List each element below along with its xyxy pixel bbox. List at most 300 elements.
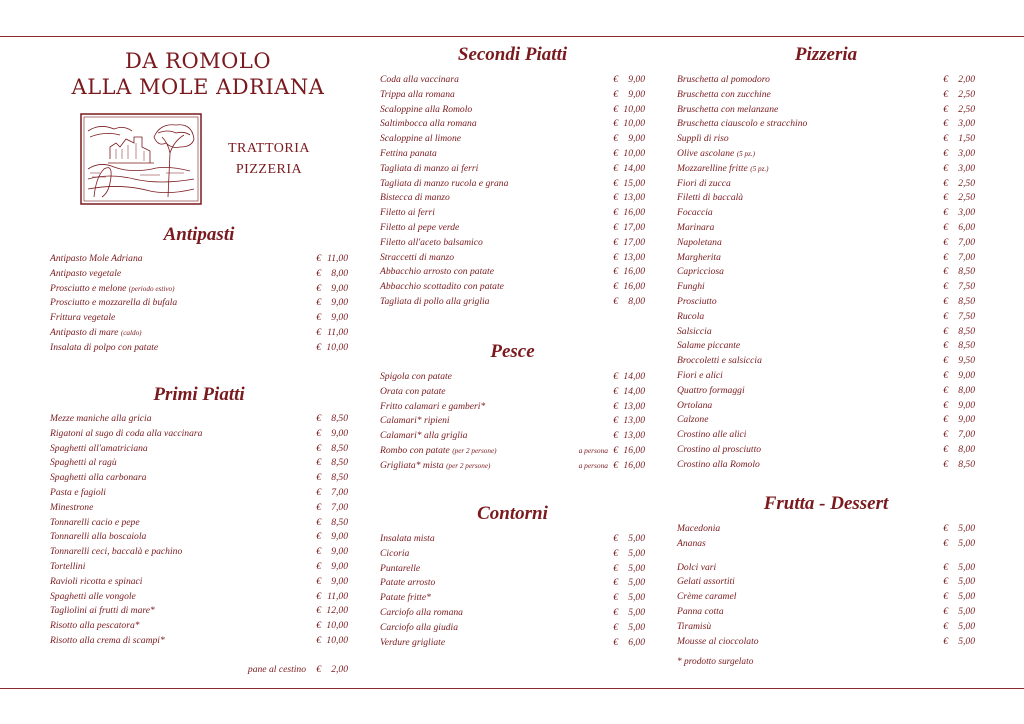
menu-item-price: 14,00	[623, 371, 645, 382]
menu-item-name	[380, 562, 420, 577]
menu-item-price: 8,50	[331, 442, 348, 454]
menu-item-name-text: Filetto all'aceto balsamico	[380, 236, 483, 248]
menu-item-price: 2,50	[958, 177, 975, 189]
currency-symbol: €	[613, 562, 618, 574]
currency-symbol: €	[316, 312, 321, 324]
menu-item-name-text: Filetto ai ferri	[380, 207, 435, 219]
currency-symbol: €	[943, 458, 948, 470]
menu-item-price: 5,00	[628, 606, 645, 618]
menu-item-name	[677, 428, 746, 443]
menu-item-price: 5,00	[958, 620, 975, 632]
menu-item-name	[677, 280, 705, 295]
menu-item-price: 7,00	[958, 236, 975, 248]
restaurant-logo	[80, 113, 202, 205]
currency-symbol: €	[943, 207, 948, 219]
currency-symbol: €	[613, 533, 618, 544]
menu-item-name-text: Insalata mista	[380, 533, 435, 544]
menu-item	[50, 311, 348, 326]
menu-item-name	[677, 162, 769, 177]
pesce-list	[380, 370, 645, 474]
menu-item-price: 5,00	[628, 533, 645, 544]
menu-item-name-text: Prosciutto e mozzarella di bufala	[50, 297, 178, 309]
menu-item-name-text: Risotto alla pescatora*	[50, 620, 140, 632]
menu-item-price: 5,00	[958, 576, 975, 588]
currency-symbol: €	[316, 297, 321, 309]
menu-item-price: 9,00	[628, 74, 645, 85]
menu-item-name-text: Filetto al pepe verde	[380, 221, 460, 233]
menu-item-name-text: Patate fritte*	[380, 592, 431, 604]
menu-item-name	[677, 206, 713, 221]
menu-item-name	[677, 103, 778, 118]
menu-item-price: 8,00	[958, 443, 975, 455]
menu-item	[677, 369, 975, 384]
restaurant-name-line1: DA ROMOLO	[124, 49, 272, 73]
menu-item	[380, 621, 645, 636]
menu-item-name-text: Puntarelle	[380, 562, 421, 574]
menu-item-name	[380, 621, 458, 636]
menu-item-price: 16,00	[623, 207, 645, 219]
menu-item-price: 3,00	[958, 207, 975, 219]
menu-item-name-text: Orata con patate	[380, 385, 446, 397]
menu-item-price: 10,00	[326, 620, 348, 632]
contorni-list	[380, 532, 645, 650]
menu-item-price: 6,00	[958, 221, 975, 233]
menu-item-name-text: Tagliata di manzo ai ferri	[380, 162, 479, 174]
currency-symbol: €	[613, 592, 618, 604]
currency-symbol: €	[943, 384, 948, 396]
menu-item	[50, 530, 348, 545]
pizzeria-list	[677, 73, 975, 473]
menu-item-name-text: Spigola con patate	[380, 371, 452, 382]
menu-item-name	[380, 88, 455, 103]
currency-symbol: €	[943, 88, 948, 100]
currency-symbol: €	[613, 162, 618, 174]
currency-symbol: €	[943, 635, 948, 647]
currency-symbol: €	[613, 459, 618, 471]
antipasti-list	[50, 252, 348, 356]
menu-item	[380, 547, 645, 562]
currency-symbol: €	[943, 103, 948, 115]
menu-item-price: 9,00	[331, 531, 348, 543]
menu-item-price: 2,00	[958, 74, 975, 85]
primi-section	[50, 382, 348, 649]
menu-item-name	[380, 444, 497, 459]
menu-item-name	[380, 280, 504, 295]
menu-item-name	[677, 605, 724, 620]
menu-item	[677, 413, 975, 428]
currency-symbol: €	[316, 427, 321, 439]
menu-item-name-text: Mousse al cioccolato	[677, 635, 759, 647]
antipasti-section	[50, 222, 348, 356]
menu-item-name-text: Fritto calamari e gamberi*	[380, 400, 486, 412]
menu-item-name	[380, 414, 450, 429]
menu-item	[50, 471, 348, 486]
menu-item-price: 5,00	[958, 537, 975, 549]
menu-item	[677, 620, 975, 635]
currency-symbol: €	[943, 605, 948, 617]
menu-item-note: (per 2 persone)	[446, 461, 491, 470]
currency-symbol: €	[316, 575, 321, 587]
menu-item-name	[380, 162, 478, 177]
menu-item-name-text: Mozzarelline fritte	[677, 162, 748, 174]
menu-item	[50, 560, 348, 575]
menu-item-price: 5,00	[958, 523, 975, 534]
section-title-antipasti: Antipasti	[163, 224, 235, 245]
menu-item-name-text: Prosciutto e melone	[50, 282, 127, 294]
currency-symbol: €	[943, 429, 948, 441]
menu-item	[677, 339, 975, 354]
menu-item-name	[50, 560, 85, 575]
currency-symbol: €	[613, 295, 618, 307]
menu-item-price: 9,00	[331, 546, 348, 558]
menu-item-price: 1,50	[958, 133, 975, 145]
menu-item-name	[677, 635, 759, 650]
pizzeria-section	[677, 43, 975, 473]
menu-item-name	[677, 117, 807, 132]
menu-item-name-text: Carciofo alla romana	[380, 606, 463, 618]
menu-item-price: 10,00	[326, 634, 348, 646]
menu-item-name	[677, 310, 704, 325]
menu-item	[50, 442, 348, 457]
currency-symbol: €	[613, 400, 618, 412]
menu-item-price: 13,00	[623, 430, 645, 442]
menu-item	[677, 162, 975, 177]
menu-item-name-text: Spaghetti alla carbonara	[50, 472, 147, 484]
menu-item	[380, 576, 645, 591]
contorni-section	[380, 502, 645, 650]
menu-item-price: 3,00	[958, 162, 975, 174]
menu-item-name-text: Straccetti di manzo	[380, 251, 455, 263]
menu-item-price: 3,00	[958, 118, 975, 130]
bread-row	[50, 663, 348, 678]
menu-item-name	[380, 265, 494, 280]
menu-item-price: 5,00	[958, 635, 975, 647]
menu-item-price: 13,00	[623, 251, 645, 263]
menu-item-name	[50, 296, 177, 311]
menu-item	[380, 191, 645, 206]
menu-item	[380, 385, 645, 400]
menu-item-price: 8,50	[331, 457, 348, 469]
menu-item-name-text: Bruschetta con zucchine	[677, 88, 771, 100]
menu-item-name	[380, 606, 463, 621]
menu-item	[50, 545, 348, 560]
currency-symbol: €	[943, 340, 948, 352]
menu-item-name	[677, 325, 712, 340]
bottom-rule	[0, 688, 1024, 689]
menu-item-price: 9,00	[331, 297, 348, 309]
menu-item-name-text: Macedonia	[677, 523, 721, 534]
menu-item	[677, 561, 975, 576]
menu-item-price: 9,00	[958, 399, 975, 411]
menu-item-name	[380, 576, 435, 591]
menu-item-name-text: Patate arrosto	[380, 577, 436, 589]
menu-item-name-text: Mezze maniche alla gricia	[50, 413, 152, 424]
menu-item	[380, 295, 645, 310]
menu-item-price: 13,00	[623, 415, 645, 427]
menu-item-name	[677, 354, 762, 369]
currency-symbol: €	[613, 88, 618, 100]
menu-item-price: 10,00	[623, 118, 645, 130]
menu-item-name-text: Crostino al prosciutto	[677, 443, 762, 455]
menu-item-name	[50, 412, 152, 427]
menu-item-name	[677, 88, 771, 103]
currency-symbol: €	[316, 501, 321, 513]
menu-item-price: 8,50	[958, 295, 975, 307]
menu-item-name-text: Crostino alla Romolo	[677, 458, 760, 470]
currency-symbol: €	[613, 74, 618, 85]
menu-item-price: 13,00	[623, 192, 645, 204]
menu-item-note: (caldo)	[120, 328, 142, 337]
menu-item	[677, 295, 975, 310]
menu-item-name-text: Bruschetta con melanzane	[677, 103, 779, 115]
menu-item-name	[380, 147, 437, 162]
menu-item	[677, 428, 975, 443]
menu-item-name-text: Quattro formaggi	[677, 384, 745, 396]
currency-symbol: €	[316, 341, 321, 353]
currency-symbol: €	[613, 221, 618, 233]
menu-item-name	[677, 561, 716, 576]
currency-symbol: €	[613, 251, 618, 263]
currency-symbol: €	[316, 486, 321, 498]
footnote-frozen: * prodotto surgelato	[677, 657, 754, 668]
menu-item-name-text: Bruschetta al pomodoro	[677, 74, 770, 85]
menu-item-name-text: Carciofo alla giudia	[380, 621, 458, 633]
menu-item	[677, 191, 975, 206]
bread-price: 2,00	[331, 664, 348, 675]
menu-item-name	[677, 575, 735, 590]
restaurant-name	[58, 48, 338, 100]
menu-item-note: (5 pz.)	[736, 149, 756, 158]
menu-item-price: 16,00	[623, 266, 645, 278]
menu-item	[677, 458, 975, 473]
menu-item-price: 16,00	[623, 459, 645, 471]
menu-item	[677, 251, 975, 266]
subtitle-pizzeria: PIZZERIA	[235, 162, 303, 177]
currency-symbol: €	[943, 251, 948, 263]
menu-item	[677, 280, 975, 295]
menu-item	[677, 88, 975, 103]
currency-symbol: €	[316, 620, 321, 632]
menu-item-name-text: Funghi	[677, 281, 705, 293]
menu-item	[50, 619, 348, 634]
menu-item	[380, 221, 645, 236]
currency-symbol: €	[316, 442, 321, 454]
menu-item	[677, 147, 975, 162]
menu-item-price: 9,00	[958, 414, 975, 426]
menu-item-name	[677, 221, 714, 236]
menu-item-name-text: Tortellini	[50, 560, 86, 572]
menu-item-name	[677, 384, 745, 399]
currency-symbol: €	[943, 620, 948, 632]
menu-item-name	[380, 429, 467, 444]
currency-symbol: €	[943, 295, 948, 307]
menu-item-price: 9,00	[331, 560, 348, 572]
menu-item	[677, 206, 975, 221]
menu-item	[50, 282, 348, 297]
menu-item-price: 5,00	[628, 577, 645, 589]
currency-symbol: €	[316, 282, 321, 294]
menu-item-name-text: Napoletana	[677, 236, 722, 248]
currency-symbol: €	[613, 207, 618, 219]
menu-item-name	[677, 132, 729, 147]
currency-symbol: €	[613, 236, 618, 248]
menu-item	[677, 265, 975, 280]
menu-item-name	[677, 443, 761, 458]
menu-item-name-text: Filetti di baccalà	[677, 192, 744, 204]
menu-item	[380, 532, 645, 547]
menu-item	[380, 459, 645, 474]
menu-item-name	[380, 385, 446, 400]
menu-item	[50, 427, 348, 442]
menu-item-name-text: Frittura vegetale	[50, 312, 116, 324]
menu-item-name	[677, 73, 770, 88]
currency-symbol: €	[613, 415, 618, 427]
menu-item-price: 8,00	[958, 384, 975, 396]
menu-item-name-text: Crème caramel	[677, 591, 737, 603]
menu-item-name	[380, 532, 435, 547]
menu-item	[50, 634, 348, 649]
menu-item-name-text: Tagliata di manzo rucola e grana	[380, 177, 509, 189]
menu-item-price: 2,50	[958, 103, 975, 115]
menu-item-name-text: Olive ascolane	[677, 147, 735, 159]
menu-item	[380, 88, 645, 103]
currency-symbol: €	[316, 546, 321, 558]
currency-symbol: €	[316, 605, 321, 617]
menu-item-price: 7,00	[958, 251, 975, 263]
menu-item-name	[50, 486, 106, 501]
menu-item-price: 7,50	[958, 281, 975, 293]
menu-item-note: (periodo estivo)	[128, 284, 175, 293]
menu-item-name-text: Fettina panata	[380, 147, 437, 159]
menu-item	[380, 414, 645, 429]
menu-item	[380, 162, 645, 177]
menu-item	[677, 590, 975, 605]
menu-item	[677, 443, 975, 458]
currency-symbol: €	[943, 133, 948, 145]
menu-item-name-text: Rucola	[677, 310, 705, 322]
menu-item-name	[677, 522, 720, 537]
menu-item-price: 9,00	[958, 369, 975, 381]
menu-item-name-text: Rigatoni al sugo di coda alla vaccinara	[50, 427, 203, 439]
currency-symbol: €	[316, 664, 321, 675]
menu-item-price: 9,50	[958, 355, 975, 367]
bread-label: pane al cestino	[247, 664, 306, 675]
currency-symbol: €	[943, 576, 948, 588]
currency-symbol: €	[943, 281, 948, 293]
menu-item-name	[50, 501, 93, 516]
subtitle	[214, 138, 324, 180]
menu-item	[677, 354, 975, 369]
menu-item-name-text: Crostino alle alici	[677, 429, 747, 441]
menu-item	[677, 575, 975, 590]
currency-symbol: €	[943, 369, 948, 381]
menu-item-name	[50, 311, 115, 326]
menu-item	[677, 522, 975, 537]
menu-item-name	[380, 132, 461, 147]
menu-item-price: 12,00	[326, 605, 348, 617]
menu-item	[677, 221, 975, 236]
menu-item	[677, 537, 975, 552]
currency-symbol: €	[613, 192, 618, 204]
currency-symbol: €	[613, 444, 618, 456]
menu-item	[677, 132, 975, 147]
menu-item-name	[50, 619, 140, 634]
menu-item	[380, 73, 645, 88]
currency-symbol: €	[943, 221, 948, 233]
menu-item-name-text: Tonnarelli alla boscaiola	[50, 531, 147, 543]
menu-item-name	[380, 236, 483, 251]
currency-symbol: €	[613, 606, 618, 618]
menu-item-name-text: Gelati assortiti	[677, 576, 735, 588]
menu-item-name	[677, 369, 723, 384]
menu-item	[380, 280, 645, 295]
menu-item-price: 8,50	[958, 340, 975, 352]
menu-item-price: 8,50	[958, 458, 975, 470]
currency-symbol: €	[613, 636, 618, 648]
menu-item-name-text: Grigliata* mista	[380, 459, 444, 471]
menu-item	[677, 177, 975, 192]
menu-item	[380, 591, 645, 606]
menu-item-name	[677, 413, 708, 428]
menu-item	[677, 605, 975, 620]
menu-item-bread	[50, 663, 348, 678]
menu-item-name	[677, 590, 736, 605]
price-per-person-label: a persona	[578, 460, 608, 470]
menu-item	[50, 412, 348, 427]
menu-item-name-text: Saltimbocca alla romana	[380, 118, 477, 130]
menu-item-name	[677, 458, 760, 473]
menu-item-price: 9,00	[331, 312, 348, 324]
currency-symbol: €	[613, 547, 618, 559]
currency-symbol: €	[943, 236, 948, 248]
menu-item	[677, 103, 975, 118]
menu-item-price: 7,00	[958, 429, 975, 441]
currency-symbol: €	[613, 281, 618, 293]
section-title-pesce: Pesce	[490, 341, 535, 362]
menu-item-name	[50, 427, 202, 442]
menu-item	[50, 341, 348, 356]
currency-symbol: €	[943, 561, 948, 573]
menu-item	[380, 370, 645, 385]
currency-symbol: €	[943, 266, 948, 278]
currency-symbol: €	[613, 147, 618, 159]
menu-item-name-text: Dolci vari	[677, 561, 717, 573]
menu-item-name-text: Tonnarelli ceci, baccalà e pachino	[50, 546, 183, 558]
menu-item-price: 7,00	[331, 486, 348, 498]
menu-item-price: 9,00	[331, 427, 348, 439]
castle-tree-illustration	[80, 113, 202, 205]
menu-item-name-text: Supplì di riso	[677, 133, 729, 145]
currency-symbol: €	[316, 267, 321, 279]
menu-item-price: 8,50	[331, 472, 348, 484]
menu-item-name-text: Risotto alla crema di scampi*	[50, 634, 165, 646]
menu-item	[380, 206, 645, 221]
menu-item-price: 5,00	[958, 605, 975, 617]
menu-item	[380, 177, 645, 192]
menu-item	[677, 635, 975, 650]
menu-item-name-text: Minestrone	[50, 501, 94, 513]
currency-symbol: €	[943, 162, 948, 174]
menu-item-price: 16,00	[623, 281, 645, 293]
menu-item-name-text: Calzone	[677, 414, 709, 426]
menu-item	[380, 103, 645, 118]
currency-symbol: €	[316, 326, 321, 338]
menu-item-name	[380, 251, 454, 266]
currency-symbol: €	[316, 413, 321, 424]
menu-item	[380, 606, 645, 621]
currency-symbol: €	[613, 177, 618, 189]
menu-item-name	[50, 326, 142, 341]
